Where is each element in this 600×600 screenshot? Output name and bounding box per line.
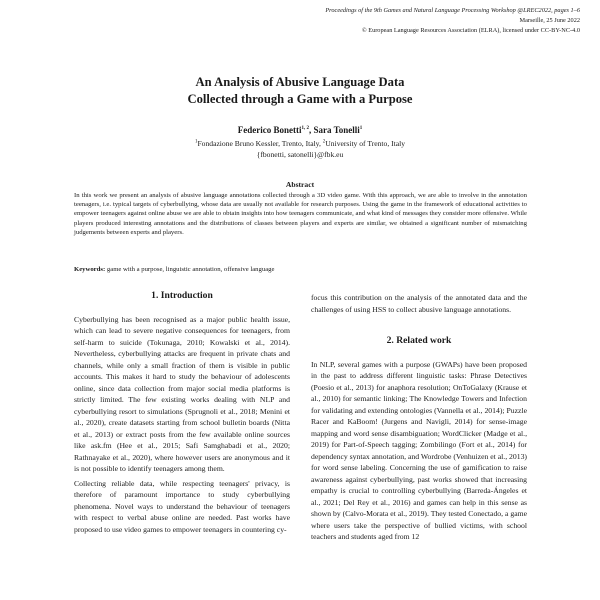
affiliation-marker: 1 <box>194 139 198 145</box>
affiliation-marker: 2 <box>322 139 326 145</box>
right-column <box>311 292 527 543</box>
author-affiliation-marker: 1 <box>359 126 363 131</box>
author-emails: {fbonetti, satonelli}@fbk.eu <box>256 150 344 159</box>
proceedings-header <box>160 6 580 36</box>
left-column <box>74 290 290 535</box>
proceedings-line: Proceedings of the 9th Games and Natural Language Processing Workshop @LREC2022, pages 1–6 <box>325 7 580 14</box>
section-heading-introduction: 1. Introduction <box>151 290 213 301</box>
section-heading-related-work: 2. Related work <box>386 335 452 346</box>
affiliation-line <box>0 138 600 149</box>
intro-paragraph-1: Cyberbullying has been recognised as a major public health issue, which can lead to severe negative consequences for teenagers, from self-harm to suicide (Tokunaga, 2010; Kowalski et al., 2014). Nevertheless, cyberbullying attacks are frequent in private chats and channels, while only a small fraction of them is visible in public accounts. This makes it hard to study the behaviour of adolescents online, since data collection from major social media platforms is strictly limited. The few existing works dealing with NLP and cyberbullying resort to simulations (Sprugnoli et al., 2018; Menini et al., 2020), create datasets starting from school bulletin boards (Nitta et al., 2013) or extract posts from the few available online sources like ask.fm (Hee et al., 2015; Safi Samghabadi et al., 2020; Rathnayake et al., 2020), where however users are anonymous and it is not possible to identify teenagers among them. <box>74 314 290 473</box>
related-work-paragraph: In NLP, several games with a purpose (GWAPs) have been proposed in the past to address different linguistic tasks: Phrase Detectives (Poesio et al., 2013) for anaphora resolution; OnToGalaxy (Krause et al., 2010) for semantic linking; The Knowledge Towers and Infection for validating and extending ontologies (Vannella et al., 2014); Puzzle Racer and KaBoom! (Jurgens and Navigli, 2014) for sense-image mapping and word sense disambiguation; WordClicker (Madge et al., 2019) for Part-of-Speech tagging; Zombilingo (Fort et al., 2014) for dependency syntax annotation, and Wordrobe (Venhuizen et al., 2013) for word sense labeling. Concerning the use of gamification to raise awareness against cyberbullying, past works showed that increasing empathy is crucial to controlling cyberbullying (Barreda-Ángeles et al., 2021; Del Rey et al., 2016) and games can help in this sense as shown by (Calvo-Morata et al., 2019). They tested Conectado, a game where users take the perspective of bullied victims, with school teachers and students aged from 12 <box>311 359 527 541</box>
title-line-1: An Analysis of Abusive Language Data <box>195 75 405 89</box>
continued-paragraph: focus this contribution on the analysis of the annotated data and the challenges of using HSS to collect abusive language annotations. <box>311 293 527 314</box>
abstract-heading: Abstract <box>285 180 315 189</box>
affiliations <box>0 138 600 160</box>
author-name: Federico Bonetti <box>237 125 302 135</box>
affiliation-text: Fondazione Bruno Kessler, Trento, Italy, <box>197 139 323 148</box>
author-name: Sara Tonelli <box>313 125 360 135</box>
abstract-text: In this work we present an analysis of abusive language annotations collected through a 3D video game. With this approach, we are able to involve in the annotation teenagers, i.e. typical targets of cyberbullying, whose data are usually not available for research purposes. Using the game in the framework of educational activities to empower teenagers against online abuse we are able to obtain insights into how teenagers communicate, and what kind of messages they consider more offensive. While players produced interesting annotations and the distributions of classes between players and experts are similar, we obtained a significant number of mismatching judgements between experts and players. <box>74 192 527 236</box>
author-affiliation-marker: 1, 2 <box>301 126 309 131</box>
title-line-2: Collected through a Game with a Purpose <box>187 92 413 106</box>
intro-paragraph-2: Collecting reliable data, while respecting teenagers' privacy, is therefore of paramount importance to study cyberbullying phenomena. Novel ways to understand the behaviour of teenagers with respect to verbal abuse online are needed. Past works have proposed to use video games to empower teenagers in countering cy- <box>74 478 290 534</box>
author-list <box>0 125 600 135</box>
keywords-text: game with a purpose, linguistic annotation, offensive language <box>106 266 275 273</box>
paper-title <box>0 74 600 108</box>
license-line: © European Language Resources Association (ELRA), licensed under CC-BY-NC-4.0 <box>361 27 580 34</box>
keywords-label: Keywords: <box>74 266 106 273</box>
keywords <box>74 266 527 273</box>
affiliation-text: University of Trento, Italy <box>325 139 406 148</box>
location-date-line: Marseille, 25 June 2022 <box>519 17 580 24</box>
author-separator: , <box>308 125 314 135</box>
